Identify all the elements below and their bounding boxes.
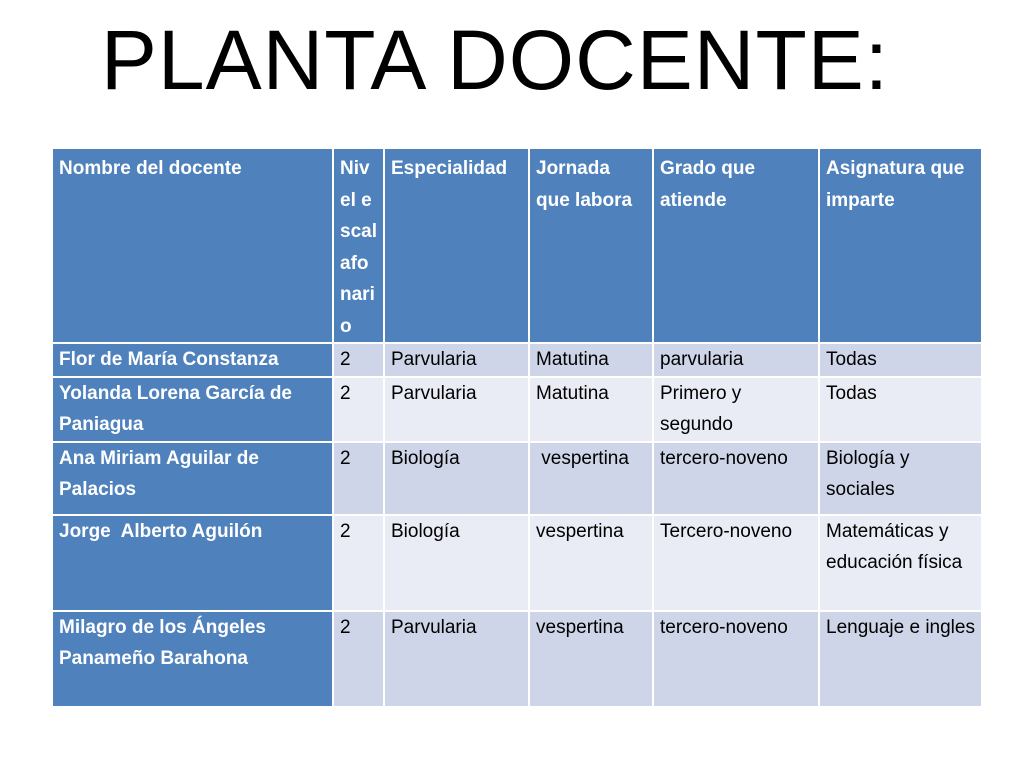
- cell-nombre: Flor de María Constanza: [52, 343, 333, 377]
- table-row: [52, 377, 982, 442]
- column-header-asignatura: Asignatura que imparte: [819, 148, 982, 343]
- cell-nivel: 2: [333, 343, 384, 377]
- cell-grado: Tercero-noveno: [653, 515, 819, 611]
- table-row: [52, 515, 982, 611]
- page-title: PLANTA DOCENTE:: [100, 13, 890, 107]
- column-header-nivel: Nivel escalafonario: [333, 148, 384, 343]
- table-row: [52, 611, 982, 707]
- cell-nombre: Ana Miriam Aguilar de Palacios: [52, 442, 333, 515]
- cell-asignatura: Lenguaje e ingles: [819, 611, 982, 707]
- cell-grado: tercero-noveno: [653, 442, 819, 515]
- cell-nivel: 2: [333, 515, 384, 611]
- cell-grado: Primero y segundo: [653, 377, 819, 442]
- column-header-jornada: Jornada que labora: [529, 148, 653, 343]
- cell-asignatura: Todas: [819, 377, 982, 442]
- cell-asignatura: Matemáticas y educación física: [819, 515, 982, 611]
- cell-grado: tercero-noveno: [653, 611, 819, 707]
- cell-nivel: 2: [333, 611, 384, 707]
- cell-nivel: 2: [333, 442, 384, 515]
- table-row: [52, 442, 982, 515]
- cell-nombre: Jorge Alberto Aguilón: [52, 515, 333, 611]
- cell-especialidad: Biología: [384, 442, 529, 515]
- cell-nivel: 2: [333, 377, 384, 442]
- cell-especialidad: Parvularia: [384, 343, 529, 377]
- cell-jornada: vespertina: [529, 442, 653, 515]
- column-header-nombre: Nombre del docente: [52, 148, 333, 343]
- cell-especialidad: Parvularia: [384, 377, 529, 442]
- column-header-especialidad: Especialidad: [384, 148, 529, 343]
- cell-nombre: Yolanda Lorena García de Paniagua: [52, 377, 333, 442]
- table-row: [52, 343, 982, 377]
- cell-especialidad: Biología: [384, 515, 529, 611]
- column-header-grado: Grado que atiende: [653, 148, 819, 343]
- cell-jornada: Matutina: [529, 343, 653, 377]
- cell-asignatura: Todas: [819, 343, 982, 377]
- faculty-table: [51, 147, 983, 708]
- cell-jornada: Matutina: [529, 377, 653, 442]
- cell-jornada: vespertina: [529, 515, 653, 611]
- cell-grado: parvularia: [653, 343, 819, 377]
- table-header-row: [52, 148, 982, 343]
- cell-nombre: Milagro de los Ángeles Panameño Barahona: [52, 611, 333, 707]
- cell-jornada: vespertina: [529, 611, 653, 707]
- cell-especialidad: Parvularia: [384, 611, 529, 707]
- cell-asignatura: Biología y sociales: [819, 442, 982, 515]
